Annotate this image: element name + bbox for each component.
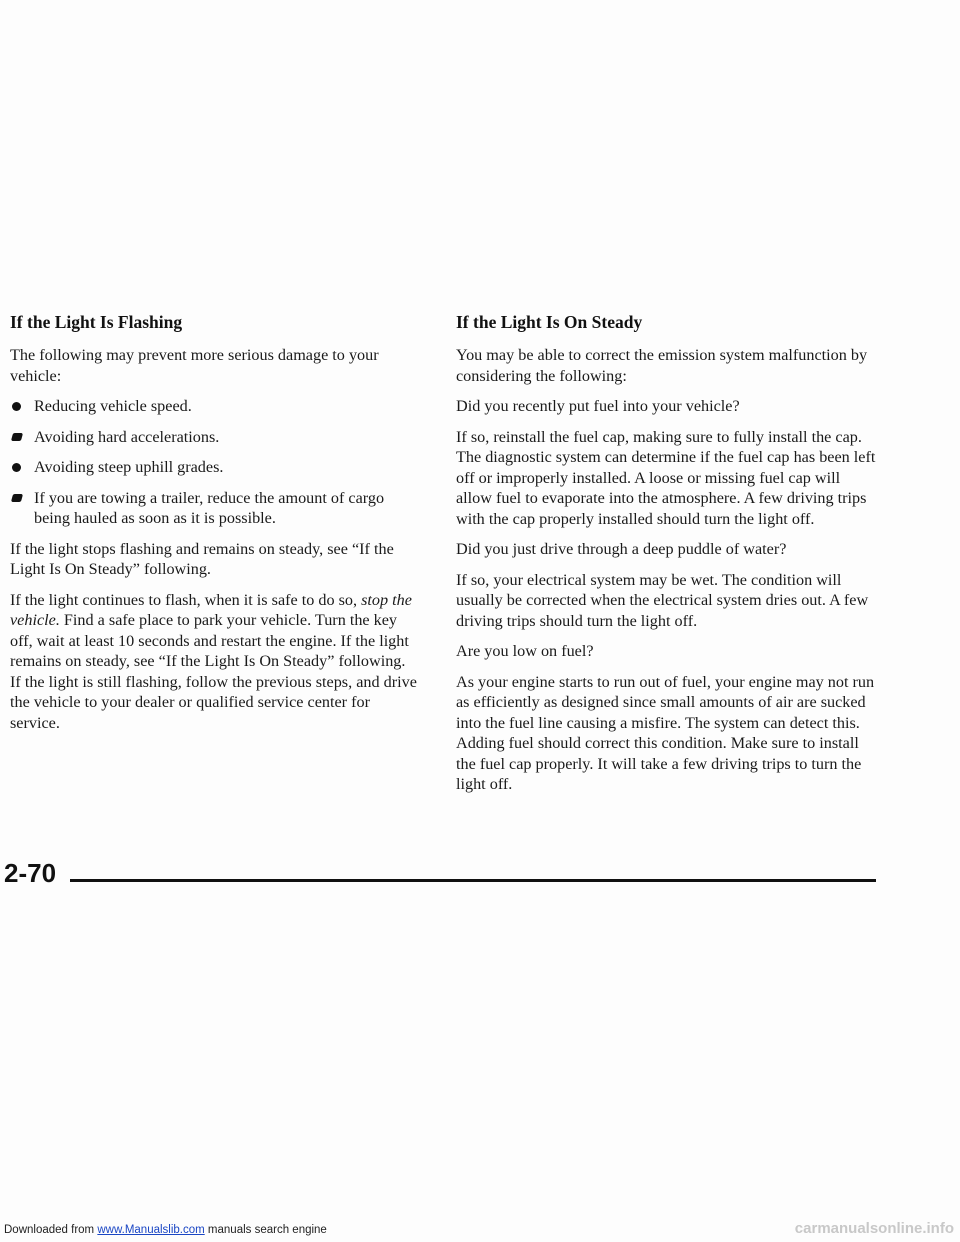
list-item: Avoiding steep uphill grades. bbox=[10, 457, 420, 478]
answer-fuel: If so, reinstall the fuel cap, making sure to fully install the cap. The diagnostic system can determine if the fuel cap has been left off or improperly installed. A loose or missing fuel cap will allow fuel to evaporate into the atmosphere. A few driving trips with the cap properly installed should turn the light off. bbox=[456, 427, 876, 528]
download-credit: Downloaded from www.Manualslib.com manuals search engine bbox=[4, 1224, 327, 1236]
bullet-icon bbox=[12, 463, 21, 472]
paragraph-continues-flashing: If the light continues to flash, when it is safe to do so, stop the vehicle. Find a safe place to park your vehicle. Turn the key off, wait at least 10 seconds and restart the engine. If the light remains on steady, see “If the Light Is On Steady” following. If the light is still flashing, follow the previous steps, and drive the vehicle to your dealer or qualified service center for service. bbox=[10, 590, 417, 732]
right-column bbox=[456, 312, 876, 805]
question-fuel: Did you recently put fuel into your vehicle? bbox=[456, 397, 740, 415]
question-puddle: Did you just drive through a deep puddle of water? bbox=[456, 540, 787, 558]
list-item: If you are towing a trailer, reduce the amount of cargo being hauled as soon as it is possible. bbox=[10, 488, 420, 529]
bullet-icon bbox=[12, 402, 21, 411]
heading-light-flashing: If the Light Is Flashing bbox=[10, 312, 183, 332]
answer-low-fuel: As your engine starts to run out of fuel, your engine may not run as efficiently as designed since small amounts of air are sucked into the fuel line causing a misfire. The system can detect this. Adding fuel should correct this condition. Make sure to install the fuel cap properly. It will take a few driving trips to turn the light off. bbox=[456, 672, 875, 793]
paragraph-steady-reference: If the light stops flashing and remains on steady, see “If the Light Is On Steady” following. bbox=[10, 539, 394, 578]
list-item: Avoiding hard accelerations. bbox=[10, 427, 420, 448]
answer-puddle: If so, your electrical system may be wet. The condition will usually be corrected when the electrical system dries out. A few driving trips should turn the light off. bbox=[456, 570, 869, 630]
bullet-icon bbox=[11, 433, 23, 441]
bullet-icon bbox=[11, 494, 23, 502]
paragraph-steady-intro: You may be able to correct the emission system malfunction by considering the following: bbox=[456, 346, 868, 385]
bullet-list bbox=[10, 396, 420, 529]
manualslib-link[interactable]: www.Manualslib.com bbox=[97, 1224, 205, 1236]
page-footer bbox=[4, 858, 880, 892]
heading-light-steady: If the Light Is On Steady bbox=[456, 312, 643, 332]
question-low-fuel: Are you low on fuel? bbox=[456, 642, 594, 660]
page-number: 2-70 bbox=[4, 858, 57, 888]
paragraph-intro: The following may prevent more serious damage to your vehicle: bbox=[10, 346, 379, 385]
footer-rule bbox=[70, 879, 876, 882]
list-item: Reducing vehicle speed. bbox=[10, 396, 420, 417]
watermark: carmanualsonline.info bbox=[794, 1220, 954, 1237]
emphasis-stop-vehicle: stop the vehicle. bbox=[10, 590, 412, 629]
left-column bbox=[10, 312, 420, 743]
